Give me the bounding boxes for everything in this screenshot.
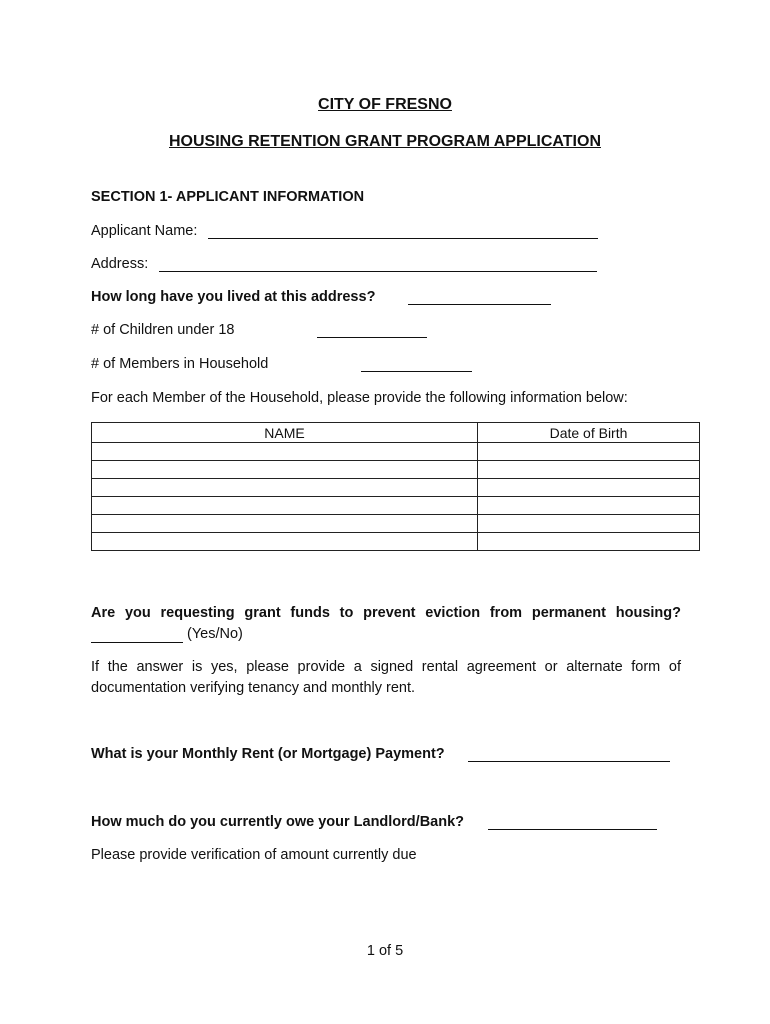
table-row: [92, 479, 700, 497]
dob-cell[interactable]: [478, 479, 700, 497]
yes-no-hint: (Yes/No): [187, 626, 243, 642]
children-field[interactable]: [317, 322, 427, 338]
how-long-field[interactable]: [408, 289, 551, 305]
name-column-header: NAME: [92, 423, 478, 443]
name-cell[interactable]: [92, 533, 478, 551]
dob-cell[interactable]: [478, 497, 700, 515]
verification-note: Please provide verification of amount currently due: [91, 847, 417, 863]
name-cell[interactable]: [92, 497, 478, 515]
household-instructions: For each Member of the Household, please provide the following information below:: [91, 390, 628, 406]
monthly-rent-field[interactable]: [468, 746, 670, 762]
eviction-question: Are you requesting grant funds to prevent eviction from permanent housing?: [91, 605, 681, 621]
page-number: 1 of 5: [366, 943, 404, 959]
address-label: Address:: [91, 256, 149, 272]
eviction-yes-no-field[interactable]: [91, 627, 183, 643]
table-row: [92, 461, 700, 479]
dob-column-header: Date of Birth: [478, 423, 700, 443]
members-field[interactable]: [361, 356, 472, 372]
dob-cell[interactable]: [478, 461, 700, 479]
document-title: CITY OF FRESNO: [318, 96, 452, 113]
table-header-row: [92, 423, 700, 443]
eviction-note-line2: documentation verifying tenancy and monthly rent.: [91, 680, 416, 696]
members-label: # of Members in Household: [91, 356, 269, 372]
table-row: [92, 533, 700, 551]
name-cell[interactable]: [92, 443, 478, 461]
applicant-name-field[interactable]: [208, 223, 598, 239]
eviction-note-line1: If the answer is yes, please provide a signed rental agreement or alternate form of: [91, 659, 681, 675]
applicant-name-label: Applicant Name:: [91, 223, 198, 239]
program-title: HOUSING RETENTION GRANT PROGRAM APPLICATION: [169, 133, 601, 150]
children-label: # of Children under 18: [91, 322, 235, 338]
name-cell[interactable]: [92, 479, 478, 497]
section-heading: SECTION 1- APPLICANT INFORMATION: [91, 189, 365, 205]
amount-owed-label: How much do you currently owe your Landlord/Bank?: [91, 814, 465, 830]
name-cell[interactable]: [92, 461, 478, 479]
dob-cell[interactable]: [478, 533, 700, 551]
how-long-label: How long have you lived at this address?: [91, 289, 376, 305]
address-field[interactable]: [159, 256, 597, 272]
household-members-table: [91, 422, 700, 551]
name-cell[interactable]: [92, 515, 478, 533]
table-row: [92, 497, 700, 515]
monthly-rent-label: What is your Monthly Rent (or Mortgage) Payment?: [91, 746, 445, 762]
dob-cell[interactable]: [478, 515, 700, 533]
table-row: [92, 443, 700, 461]
dob-cell[interactable]: [478, 443, 700, 461]
amount-owed-field[interactable]: [488, 814, 657, 830]
table-row: [92, 515, 700, 533]
